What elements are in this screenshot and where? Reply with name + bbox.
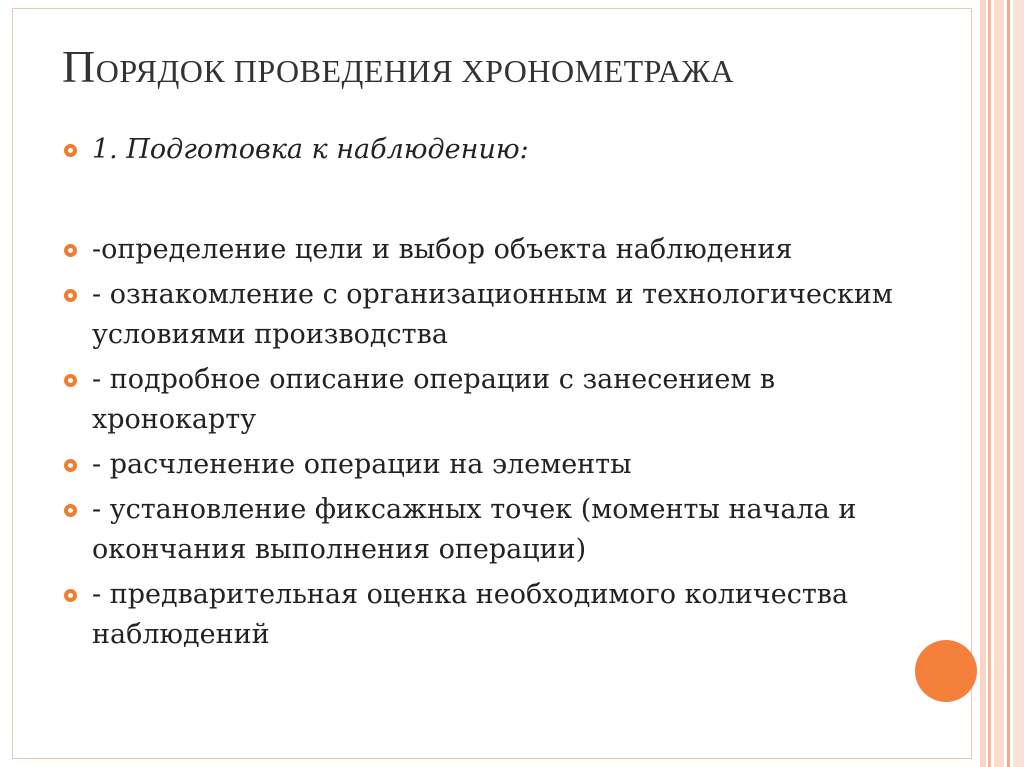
list-heading xyxy=(62,130,922,170)
list-item xyxy=(62,445,922,485)
bullet-ring-icon xyxy=(64,374,77,387)
list-item-text: - установление фиксажных точек (моменты начала и окончания выполнения операции) xyxy=(92,494,857,565)
bullet-list xyxy=(62,130,922,660)
list-item-text: - расчленение операции на элементы xyxy=(92,449,632,480)
decorative-stripe xyxy=(980,0,986,767)
bullet-ring-icon xyxy=(64,144,77,157)
bullet-ring-icon xyxy=(64,589,77,602)
list-item-text: - ознакомление с организационным и технологическим условиями производства xyxy=(92,279,893,350)
bullet-ring-icon xyxy=(64,244,77,257)
heading-text: 1. Подготовка к наблюдению: xyxy=(92,134,529,165)
slide-title xyxy=(62,40,734,93)
list-item xyxy=(62,490,922,570)
list-item xyxy=(62,575,922,655)
list-item xyxy=(62,360,922,440)
bullet-ring-icon xyxy=(64,459,77,472)
title-initial: П xyxy=(62,41,96,92)
decorative-stripe xyxy=(1007,0,1010,767)
bullet-ring-icon xyxy=(64,504,77,517)
decorative-stripe xyxy=(988,0,991,767)
title-rest: ОРЯДОК ПРОВЕДЕНИЯ ХРОНОМЕТРАЖА xyxy=(95,53,735,89)
list-item xyxy=(62,230,922,270)
list-item-text: - предварительная оценка необходимого количества наблюдений xyxy=(92,579,849,650)
list-item xyxy=(62,275,922,355)
list-item-text: - подробное описание операции с занесением в хронокарту xyxy=(92,364,776,435)
decorative-stripe xyxy=(1013,0,1024,767)
decorative-circle xyxy=(915,640,977,702)
list-item-text: -определение цели и выбор объекта наблюдения xyxy=(92,234,793,265)
decorative-stripe xyxy=(994,0,1004,767)
bullet-ring-icon xyxy=(64,289,77,302)
